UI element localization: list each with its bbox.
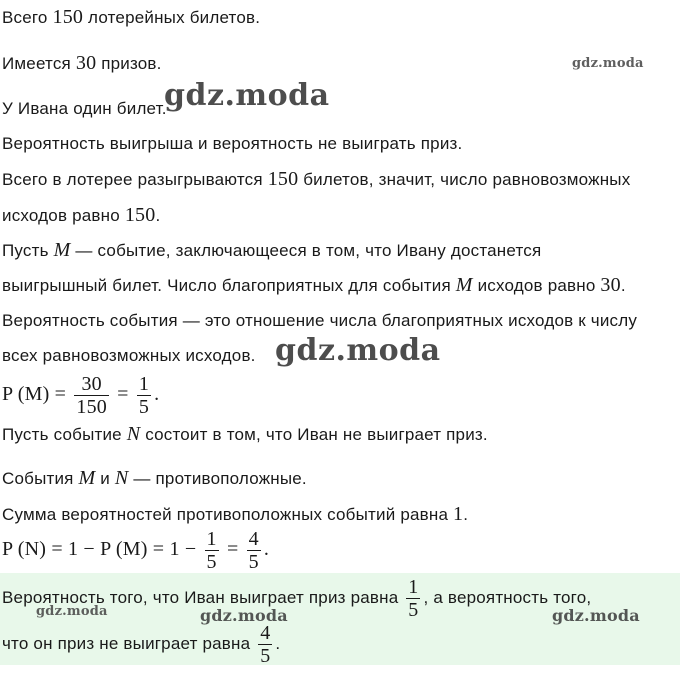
fraction bbox=[74, 373, 109, 418]
text: Вероятность события — это отношение числа благоприятных исходов к числу bbox=[2, 311, 638, 330]
text: исходов равно bbox=[472, 276, 601, 295]
text: . bbox=[263, 538, 270, 560]
watermark-logo: gdz.moda bbox=[200, 606, 288, 625]
line-outcomes-2 bbox=[2, 204, 160, 227]
text: Вероятность того, что Иван выиграет приз равна bbox=[2, 588, 404, 607]
watermark-logo: gdz.moda bbox=[552, 606, 640, 625]
line-event-m-2 bbox=[2, 274, 626, 297]
watermark-logo: gdz.moda bbox=[164, 78, 330, 113]
line-opposite-events bbox=[2, 467, 307, 490]
fraction bbox=[205, 528, 219, 573]
text: — событие, заключающееся в том, что Ивану достанется bbox=[70, 241, 542, 260]
line-definition-1 bbox=[2, 310, 637, 332]
text: Имеется bbox=[2, 54, 76, 73]
line-event-n bbox=[2, 423, 488, 446]
text: . bbox=[275, 634, 281, 653]
number: 30 bbox=[600, 274, 621, 296]
text: всех равновозможных исходов. bbox=[2, 346, 256, 365]
text: Пусть событие bbox=[2, 425, 127, 444]
line-event-m-1 bbox=[2, 239, 541, 262]
number: 150 bbox=[267, 168, 299, 190]
text: . bbox=[620, 276, 626, 295]
numerator: 1 bbox=[408, 576, 419, 599]
variable: N bbox=[126, 423, 141, 445]
denominator: 5 bbox=[260, 645, 271, 668]
text: Всего bbox=[2, 8, 53, 27]
text: , а вероятность того, bbox=[423, 588, 592, 607]
text: . bbox=[155, 206, 161, 225]
text: билетов, значит, число равновозможных bbox=[298, 170, 631, 189]
line-definition-2 bbox=[2, 345, 256, 367]
numerator: 1 bbox=[206, 527, 217, 550]
line-prizes bbox=[2, 52, 162, 75]
number: 1 bbox=[453, 503, 464, 525]
text: Вероятность выигрыша и вероятность не выиграть приз. bbox=[2, 134, 463, 153]
fraction bbox=[137, 373, 151, 418]
equation-lhs: P (M) = bbox=[2, 383, 72, 405]
answer-line-2 bbox=[2, 622, 280, 667]
line-sum-probabilities bbox=[2, 503, 468, 526]
text: . bbox=[154, 383, 160, 405]
text: События bbox=[2, 469, 79, 488]
text: и bbox=[95, 469, 115, 488]
number: 150 bbox=[52, 6, 84, 28]
text: У Ивана один билет. bbox=[2, 99, 167, 118]
equals: = bbox=[221, 538, 244, 560]
fraction bbox=[406, 576, 420, 621]
line-one-ticket bbox=[2, 98, 167, 120]
number: 150 bbox=[124, 204, 156, 226]
text: . bbox=[463, 505, 469, 524]
equals: = bbox=[111, 383, 134, 405]
text: что он приз не выиграет равна bbox=[2, 634, 256, 653]
watermark-logo: gdz.moda bbox=[36, 604, 108, 619]
variable: N bbox=[114, 467, 129, 489]
text: лотерейных билетов. bbox=[83, 8, 261, 27]
equation-lhs: P (N) = 1 − P (M) = 1 − bbox=[2, 538, 202, 560]
fraction bbox=[247, 528, 261, 573]
text: призов. bbox=[96, 54, 162, 73]
equation-p-n bbox=[2, 527, 269, 573]
fraction bbox=[258, 622, 272, 667]
text: исходов равно bbox=[2, 206, 125, 225]
denominator: 5 bbox=[206, 550, 217, 573]
text: Сумма вероятностей противоположных событий равна bbox=[2, 505, 454, 524]
variable: M bbox=[53, 239, 71, 261]
variable: M bbox=[78, 467, 96, 489]
text: — противоположные. bbox=[128, 469, 307, 488]
text: выигрышный билет. Число благоприятных для события bbox=[2, 276, 456, 295]
text: Всего в лотерее разыгрываются bbox=[2, 170, 268, 189]
text: Пусть bbox=[2, 241, 54, 260]
numerator: 1 bbox=[138, 372, 150, 395]
denominator: 5 bbox=[408, 599, 419, 622]
line-question bbox=[2, 133, 462, 155]
watermark-logo: gdz.moda bbox=[275, 333, 441, 368]
number: 30 bbox=[75, 52, 97, 74]
line-outcomes-1 bbox=[2, 168, 630, 191]
numerator: 30 bbox=[74, 373, 109, 396]
variable: M bbox=[455, 274, 473, 296]
numerator: 4 bbox=[248, 527, 259, 550]
line-total-tickets bbox=[2, 6, 260, 29]
equation-p-m bbox=[2, 372, 159, 418]
denominator: 5 bbox=[138, 395, 150, 418]
text: состоит в том, что Иван не выиграет приз. bbox=[140, 425, 488, 444]
denominator: 150 bbox=[76, 395, 107, 418]
denominator: 5 bbox=[248, 550, 259, 573]
watermark-logo: gdz.moda bbox=[572, 56, 644, 71]
numerator: 4 bbox=[260, 622, 271, 645]
